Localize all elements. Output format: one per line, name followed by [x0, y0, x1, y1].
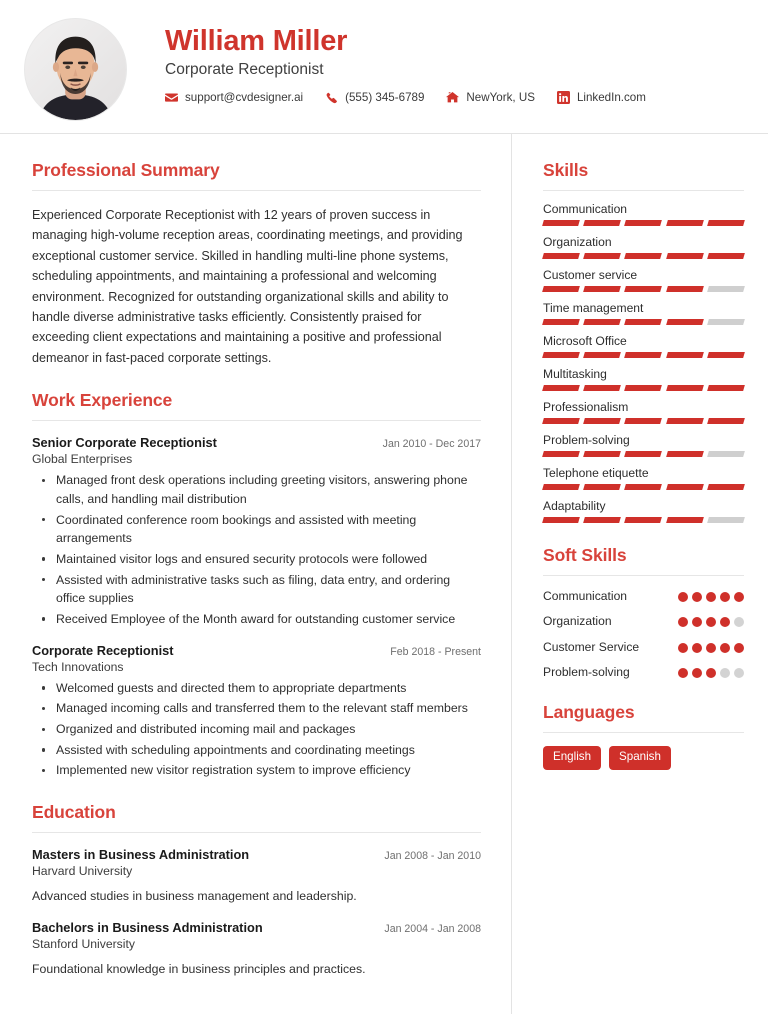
skill-segment — [625, 253, 663, 259]
soft-skill-item — [543, 664, 744, 680]
education-school: Harvard University — [32, 864, 133, 879]
section-languages — [543, 702, 744, 769]
contact-phone[interactable] — [325, 91, 424, 104]
rating-dot — [692, 617, 702, 627]
contact-location[interactable] — [446, 91, 535, 104]
rating-dot — [720, 592, 730, 602]
skill-segment — [707, 319, 745, 325]
section-work-experience — [32, 390, 481, 780]
education-date: Jan 2004 - Jan 2008 — [384, 922, 481, 935]
soft-skill-label: Problem-solving — [543, 664, 630, 679]
section-title-summary: Professional Summary — [32, 160, 220, 180]
skill-segment — [625, 220, 663, 226]
section-rule — [543, 732, 744, 733]
education-date: Jan 2008 - Jan 2010 — [384, 850, 481, 863]
skill-segment — [542, 418, 580, 424]
education-entry — [32, 920, 481, 978]
skill-segment — [625, 418, 663, 424]
skill-segment — [542, 319, 580, 325]
skill-segment — [707, 517, 745, 523]
entry-head — [32, 643, 481, 658]
soft-skills-list — [543, 588, 744, 680]
phone-icon — [325, 91, 338, 104]
skill-label: Adaptability — [543, 499, 606, 513]
education-description: Advanced studies in business management and leadership. — [32, 889, 357, 904]
education-school: Stanford University — [32, 936, 135, 951]
skill-segment — [707, 253, 745, 259]
experience-org: Tech Innovations — [32, 659, 124, 674]
skill-segment — [707, 220, 745, 226]
skill-segment — [583, 286, 621, 292]
skill-segment — [625, 385, 663, 391]
skill-segment — [583, 418, 621, 424]
rating-dot — [720, 643, 730, 653]
rating-dot — [678, 643, 688, 653]
skill-segment — [666, 517, 704, 523]
skill-segment — [707, 385, 745, 391]
rating-dot — [720, 668, 730, 678]
section-rule — [32, 832, 481, 833]
skill-item — [543, 433, 744, 457]
section-title-experience: Work Experience — [32, 390, 173, 411]
skill-segment — [542, 484, 580, 490]
skill-segment — [583, 220, 621, 226]
skill-segment — [625, 484, 663, 490]
list-item: Coordinated conference room bookings and assisted with meeting arrangements — [54, 511, 481, 548]
experience-entry — [32, 643, 481, 780]
soft-skill-label: Communication — [543, 589, 628, 603]
section-title-soft-skills: Soft Skills — [543, 545, 627, 565]
skill-segment — [625, 319, 663, 325]
experience-date: Jan 2010 - Dec 2017 — [382, 438, 481, 451]
skill-item — [543, 367, 744, 391]
skill-level-bar — [543, 319, 744, 325]
experience-bullets — [32, 471, 481, 629]
candidate-job-title: Corporate Receptionist — [165, 61, 324, 79]
skill-segment — [666, 352, 704, 358]
skill-item — [543, 301, 744, 325]
soft-skill-label: Organization — [543, 614, 612, 629]
skill-label: Microsoft Office — [543, 334, 627, 348]
soft-skill-item — [543, 639, 744, 655]
envelope-icon — [165, 91, 178, 104]
skill-label: Time management — [543, 301, 644, 315]
list-item: Received Employee of the Month award for outstanding customer service — [54, 610, 481, 629]
entry-head — [32, 847, 481, 862]
education-degree: Masters in Business Administration — [32, 847, 250, 863]
skill-segment — [707, 418, 745, 424]
skill-level-bar — [543, 517, 744, 523]
skill-segment — [625, 517, 663, 523]
contact-location-label: NewYork, US — [466, 91, 535, 105]
list-item: Organized and distributed incoming mail and packages — [54, 720, 481, 739]
list-item: Implemented new visitor registration system to improve efficiency — [54, 761, 481, 780]
education-entry — [32, 847, 481, 905]
section-rule — [543, 190, 744, 191]
education-description: Foundational knowledge in business principles and practices. — [32, 961, 366, 976]
soft-skill-rating — [678, 613, 744, 627]
languages-list — [543, 746, 744, 769]
skill-segment — [625, 451, 663, 457]
skill-segment — [542, 451, 580, 457]
skill-level-bar — [543, 352, 744, 358]
skill-item — [543, 202, 744, 226]
skill-segment — [666, 319, 704, 325]
rating-dot — [706, 668, 716, 678]
skill-segment — [707, 484, 745, 490]
language-chip: English — [543, 746, 601, 769]
section-rule — [32, 420, 481, 421]
skill-item — [543, 466, 744, 490]
resume-body — [0, 134, 768, 1014]
section-title-skills: Skills — [543, 160, 589, 180]
rating-dot — [734, 643, 744, 653]
avatar — [24, 18, 127, 121]
skill-label: Professionalism — [543, 400, 629, 414]
list-item: Managed incoming calls and transferred them to the relevant staff members — [54, 699, 481, 718]
section-skills — [543, 160, 744, 523]
rating-dot — [678, 617, 688, 627]
rating-dot — [734, 592, 744, 602]
list-item: Maintained visitor logs and ensured security protocols were followed — [54, 550, 481, 569]
rating-dot — [734, 668, 744, 678]
skill-segment — [666, 220, 704, 226]
skill-segment — [542, 385, 580, 391]
language-chip: Spanish — [609, 746, 671, 769]
sidebar-column — [512, 134, 768, 1014]
skill-segment — [666, 385, 704, 391]
skill-label: Problem-solving — [543, 433, 630, 447]
rating-dot — [678, 592, 688, 602]
skill-label: Communication — [543, 202, 628, 216]
soft-skill-rating — [678, 588, 744, 602]
candidate-name: William Miller — [165, 25, 348, 57]
section-title-education: Education — [32, 802, 116, 823]
skill-label: Multitasking — [543, 367, 607, 381]
skill-item — [543, 235, 744, 259]
experience-bullets — [32, 679, 481, 780]
rating-dot — [706, 643, 716, 653]
section-rule — [543, 575, 744, 576]
skill-segment — [583, 253, 621, 259]
skill-item — [543, 268, 744, 292]
contact-linkedin[interactable] — [557, 91, 646, 104]
experience-entry — [32, 435, 481, 629]
skill-segment — [666, 418, 704, 424]
rating-dot — [706, 617, 716, 627]
section-education — [32, 802, 481, 978]
skill-segment — [666, 451, 704, 457]
list-item: Assisted with scheduling appointments and coordinating meetings — [54, 741, 481, 760]
skill-level-bar — [543, 418, 744, 424]
list-item: Assisted with administrative tasks such as filing, data entry, and ordering office supplies — [54, 571, 481, 608]
skill-level-bar — [543, 253, 744, 259]
contact-email-label: support@cvdesigner.ai — [185, 91, 304, 105]
main-column — [0, 134, 512, 1014]
skill-segment — [583, 451, 621, 457]
section-professional-summary — [32, 160, 481, 368]
soft-skill-label: Customer Service — [543, 639, 640, 654]
list-item: Welcomed guests and directed them to appropriate departments — [54, 679, 481, 698]
skill-segment — [542, 286, 580, 292]
skill-segment — [583, 385, 621, 391]
skill-segment — [666, 253, 704, 259]
experience-date: Feb 2018 - Present — [390, 645, 481, 658]
rating-dot — [678, 668, 688, 678]
contact-email[interactable] — [165, 91, 303, 104]
skill-item — [543, 400, 744, 424]
rating-dot — [692, 592, 702, 602]
skill-segment — [542, 352, 580, 358]
skill-level-bar — [543, 385, 744, 391]
contact-row — [165, 91, 744, 104]
skill-level-bar — [543, 484, 744, 490]
skill-segment — [707, 286, 745, 292]
soft-skill-rating — [678, 664, 744, 678]
skill-segment — [542, 253, 580, 259]
linkedin-icon — [557, 91, 570, 104]
skill-segment — [625, 352, 663, 358]
list-item: Managed front desk operations including greeting visitors, answering phone calls, and handling mail distribution — [54, 471, 481, 508]
contact-linkedin-label: LinkedIn.com — [576, 91, 646, 105]
skill-segment — [542, 517, 580, 523]
skill-label: Telephone etiquette — [543, 466, 649, 480]
home-icon — [446, 91, 459, 104]
rating-dot — [692, 668, 702, 678]
resume-header — [0, 0, 768, 134]
experience-role: Senior Corporate Receptionist — [32, 435, 217, 451]
skill-segment — [583, 352, 621, 358]
skill-label: Organization — [543, 235, 612, 249]
rating-dot — [706, 592, 716, 602]
experience-org: Global Enterprises — [32, 452, 133, 467]
skills-list — [543, 202, 744, 523]
skill-segment — [707, 451, 745, 457]
skill-segment — [666, 286, 704, 292]
skill-segment — [625, 286, 663, 292]
rating-dot — [692, 643, 702, 653]
summary-text: Experienced Corporate Receptionist with 12 years of proven success in managing high-volume reception areas, coordinating meetings, and providing exceptional customer service. Skilled in handling multi-line phone systems, scheduling appointments, and maintaining a professional and welcoming environment. Recognized for outstanding organizational skills and ability to handle diverse administrative tasks efficiently. Consistently praised for exceeding client expectations and maintaining a positive and professional demeanor in fast-paced corporate settings. — [32, 208, 463, 365]
skill-label: Customer service — [543, 268, 638, 282]
skill-segment — [583, 517, 621, 523]
education-degree: Bachelors in Business Administration — [32, 919, 263, 935]
entry-head — [32, 920, 481, 935]
rating-dot — [720, 617, 730, 627]
soft-skill-item — [543, 588, 744, 604]
skill-segment — [707, 352, 745, 358]
soft-skill-item — [543, 613, 744, 629]
section-rule — [32, 190, 481, 191]
experience-role: Corporate Receptionist — [32, 642, 174, 658]
header-text-block — [165, 16, 744, 104]
contact-phone-label: (555) 345-6789 — [345, 91, 425, 105]
profile-photo-icon — [25, 19, 126, 120]
skill-segment — [542, 220, 580, 226]
skill-segment — [583, 484, 621, 490]
skill-segment — [666, 484, 704, 490]
section-soft-skills — [543, 545, 744, 680]
entry-head — [32, 435, 481, 450]
skill-level-bar — [543, 451, 744, 457]
skill-level-bar — [543, 220, 744, 226]
skill-segment — [583, 319, 621, 325]
skill-level-bar — [543, 286, 744, 292]
skill-item — [543, 499, 744, 523]
skill-item — [543, 334, 744, 358]
section-title-languages: Languages — [543, 702, 635, 723]
rating-dot — [734, 617, 744, 627]
soft-skill-rating — [678, 639, 744, 653]
